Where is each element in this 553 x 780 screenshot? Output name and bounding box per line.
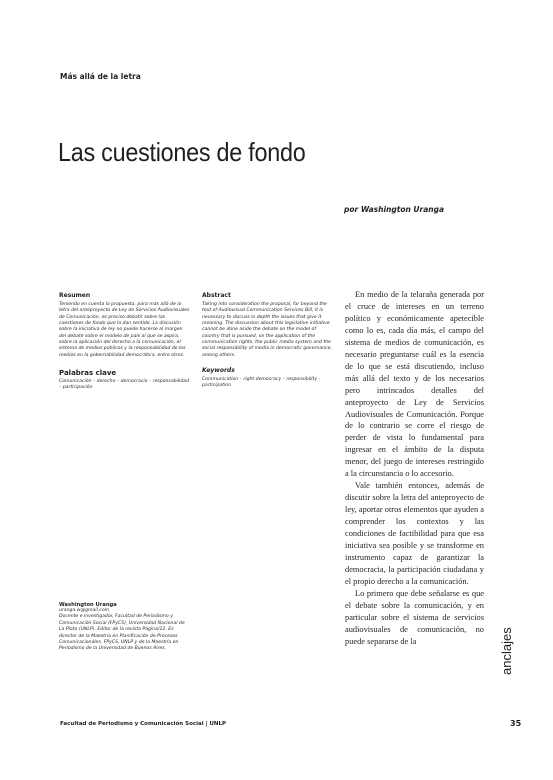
footer-institution: Facultad de Periodismo y Comunicación Social | UNLP	[60, 721, 227, 727]
abstract-heading: Abstract	[202, 292, 231, 299]
body-paragraph-3: Lo primero que debe señalarse es que el debate sobre la comunicación, y en particular sobre el sistema de servicios audiovisuales de comunicación, no puede separarse de la	[345, 588, 484, 646]
abstract-block	[202, 292, 334, 390]
author-email: uranga.w@gmail.com	[59, 608, 110, 613]
author-name: Washington Uranga	[59, 602, 117, 608]
author-block	[59, 602, 189, 653]
en-keywords-text: Communication – right democracy – responsibility – participation	[202, 377, 321, 389]
body-paragraph-1: En medio de la telaraña generada por el cruce de intereses en un terreno político y económicamente apetecible como lo es, cada día más, el campo del sistema de medios de comunicación, es necesario preguntarse cuál es la esencia de lo que se está discutiendo, incluso más allá del texto y de los necesarios pero intrincados detalles del anteproyecto de Ley de Servicios Audiovisuales de Comunicación. Porque de lo contrario se corre el riesgo de perder de vista lo fundamental para ingresar en el ámbito de la disputa menor, del juego de intereses restringido a la circunstancia o lo accesorio.	[345, 290, 484, 479]
keywords-text: Comunicación – derecho – democracia – responsabilidad – participación	[59, 379, 190, 391]
resumen-heading: Resumen	[59, 292, 91, 299]
en-keywords-heading: Keywords	[202, 367, 235, 375]
section-label: Más allá de la letra	[60, 72, 141, 81]
article-title: Las cuestiones de fondo	[58, 137, 306, 167]
body-paragraph-2: Vale también entonces, además de discutir sobre la letra del anteproyecto de ley, aportar otros elementos que ayuden a comprender los contextos y las condiciones de factibilidad para que esa iniciativa sea posible y se transforme en instrumento capaz de garantizar la democracia, la participación ciudadana y el propio derecho a la comunicación.	[345, 481, 484, 586]
author-bio: Docente e investigador, Facultad de Periodismo y Comunicación Social (FPyCS), Universidad Nacional de La Plata (UNLP). Editor de la revista Página/12. Es director de la Maestría en Planificación de Procesos Comunicacionales, FPyCS, UNLP y de la Maestría en Periodismo de la Universidad de Buenos Aires.	[59, 614, 185, 652]
keywords-heading: Palabras clave	[59, 369, 117, 378]
resumen-text: Teniendo en cuenta la propuesta, para más allá de la letra del anteproyecto de Ley de Servicios Audiovisuales de Comunicación, es preciso debatir sobre las cuestiones de fondo que la dan sentido. La discusión sobre la iniciativa de ley no puede hacerse al margen del debate sobre el modelo de país al que se aspira, sobre la aplicación del derecho a la comunicación, el sistema de medios públicos y la responsabilidad de los medios en la gobernabilidad democrática, entre otros.	[59, 302, 190, 358]
resumen-block	[59, 292, 191, 392]
journal-side-tab	[499, 615, 539, 685]
journal-side-label: anclajes	[499, 627, 514, 675]
page-number: 35	[510, 719, 522, 728]
abstract-text: Taking into consideration the proposal, far beyond the text of Audiovisual Communication Services Bill, it is necessary to discuss in depth the issues that give it meaning. The discussion about this legislative initiative cannot be done aside the debate on the model of country that is pursued, on the application of the communication rights, the public media system and the social responsibility of media in democratic governance, among others.	[202, 302, 332, 358]
byline: por Washington Uranga	[344, 205, 445, 214]
article-body	[345, 289, 484, 648]
